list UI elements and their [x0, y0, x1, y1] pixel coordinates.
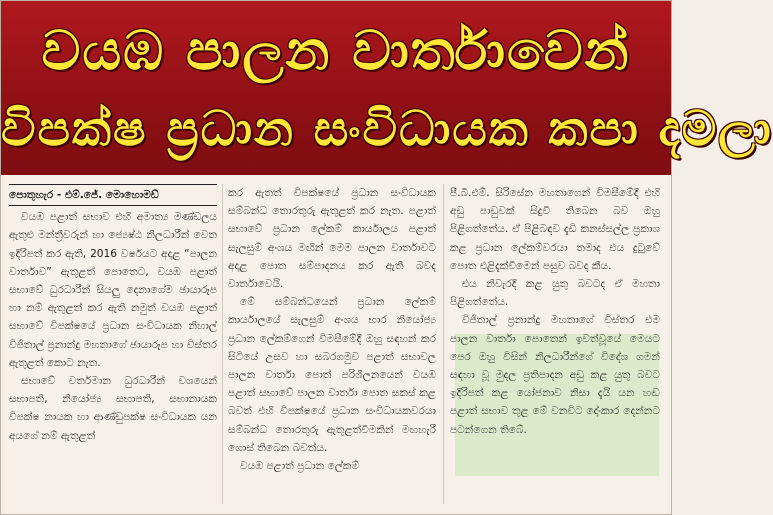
paragraph: එය නිවැරදි කළ යුතු බවටද ඒ මහතා පිළිගත්තේය.: [450, 278, 660, 309]
column-divider: [443, 184, 444, 504]
headline-line-2: විපක්ෂ ප්‍රධාන සංවිධායක කපා දමලා: [1, 101, 773, 157]
highlighted-paragraph: විජිතාල් ප්‍රනාන්දු මහතාගේ විස්තර එම පාලන වාර්තා පොතෙන් ඉවත්වූයේ මෙයට පෙර ඔහු විසින් නිලධාරීන්ගේ විදේශ ගමන් සඳහා වූ මුදල ප්‍රතිපාදන අඩු කළ යුතු බවට ඉදිරිපත් කළ යෝජනාව නිසා දැයි යන හඬ පළාත් සභාව තුළ මේ වනවිට දෝංකාර දෙන්නට පටන්ගෙන තිබේ.: [450, 314, 660, 436]
article-column-2: [228, 184, 436, 510]
paragraph: පී.බී.එම්. සිරිසේන මහතාගෙන් විමසීමේදී එහි අඩු පාඩුවක් සිදුවී තිබෙන බව ඔහු පිළිගත්තේය. ඒ පිළිබඳව දැඩි කනස්සල්ල ප්‍රකාශ කළ ප්‍රධාන ලේකම්වරයා තමාද එය දුටුවේ පොත එළිදැක්වීමෙන් පසුව බවද කීය.: [450, 187, 660, 272]
article-column-1: [9, 184, 217, 510]
paragraph: මේ සම්බන්ධයෙන් ප්‍රධාන ලේකම් කාර්යාලයේ සැලසුම් අංශය භාර නියෝජ්‍ය ප්‍රධාන ලේකම්ගෙන් විමසීමේදී ඔහු සඳහන් කර සිටියේ උසව හා සබරගමුව පළාත් සභාවල පාලන වාර්තා පොත් පරිශීලනයෙන් වයඹ පළාත් සභාවේ පාලන වාර්තා පොත සකස් කළ බවත් එහි විපක්ෂයේ ප්‍රධාන සංවිධායකවරයා සම්බන්ධ තොරතුරු ඇතුළත්වීමකින් මඟහැරී ගොස් තිබෙන බවත්ය.: [228, 296, 436, 454]
article-column-3: [450, 184, 660, 510]
paragraph: වයඹ පළාත් සභාව එහි අමාත්‍ය මණ්ඩලය ඇතුළු මන්ත්‍රීවරුන් හා ජ්‍යෙෂ්ඨ නිලධාරීන් වෙත ඉදිරිපත් කර ඇති, 2016 වර්ෂයට අදාළ “පාලන වාර්තාව” ඇතුළත් පොතෙට, වයඹ පළාත් සභාවේ ධුරධාරීන් සියලු දෙනාගේම ඡායාරූප හා නම් ඇතුළත් කර ඇති නමුත් වයඹ පළාත් සභාවේ විපක්ෂයේ ප්‍රධාන සංවිධායක නිහාල් විජිතාල් ප්‍රනාන්දු මහතාගේ ඡායාරූප හා විස්තර ඇතුළත් කොට නැත.: [9, 211, 217, 369]
headline-line-1: වයඹ පාලන වාර්තාවෙන්: [41, 19, 631, 82]
byline: පොතුහැර - එම්.ජේ. මොහොමඩ්: [9, 184, 217, 206]
headline-banner: [1, 1, 773, 175]
column-divider: [222, 184, 223, 504]
article-body: [9, 184, 665, 510]
paragraph: සභාවේ වර්තමාන ධුරධාරීන් වශයෙන් සභාපති, නියෝජ්‍ය සභාපති, සභානායක විපක්ෂ නායක හා ආණ්ඩුපක්ෂ සංවිධායක යන අයගේ නම් ඇතුළත්: [9, 375, 217, 442]
paragraph: කර ඇතත් විපක්ෂයේ ප්‍රධාන සංවිධායක සම්බන්ධ තොරතුරු ඇතුළත් කර නැත. පළාත් සභාවේ ප්‍රධාන ලේකම් කාර්යාලය පළාත් සැලසුම් අංශය මඟින් මෙම පාලන වාර්තාවට අදාළ පොත සම්පාදනය කර ඇති බවද වාර්තාවෙයි.: [228, 187, 436, 291]
paragraph: වයඹ පළාත් ප්‍රධාන ලේකම්: [240, 460, 360, 473]
